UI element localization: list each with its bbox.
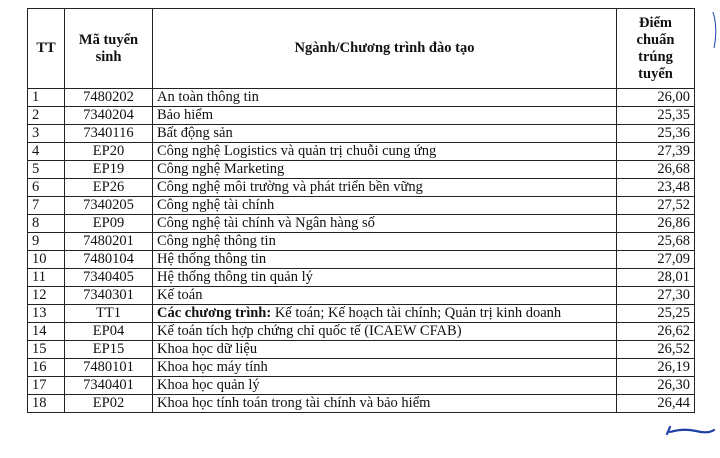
cutoff-score: 26,19 <box>617 359 695 377</box>
row-number: 1 <box>28 89 65 107</box>
row-number: 4 <box>28 143 65 161</box>
admission-code: 7340401 <box>65 377 153 395</box>
cutoff-score: 26,68 <box>617 161 695 179</box>
program-name: Bất động sản <box>153 125 617 143</box>
cutoff-score: 26,30 <box>617 377 695 395</box>
program-name: Hệ thống thông tin <box>153 251 617 269</box>
admission-code: EP19 <box>65 161 153 179</box>
table-row <box>28 269 695 287</box>
admission-code: 7480201 <box>65 233 153 251</box>
program-prefix-bold: Các chương trình: <box>157 305 272 321</box>
row-number: 14 <box>28 323 65 341</box>
header-score: Điểm chuẩn trúng tuyển <box>617 9 695 89</box>
cutoff-score: 28,01 <box>617 269 695 287</box>
admission-code: 7340205 <box>65 197 153 215</box>
admission-code: 7480104 <box>65 251 153 269</box>
table-row <box>28 287 695 305</box>
signature-mark-decoration <box>664 424 716 438</box>
table-row <box>28 161 695 179</box>
admission-code: TT1 <box>65 305 153 323</box>
cutoff-score: 27,09 <box>617 251 695 269</box>
program-name: Công nghệ tài chính và Ngân hàng số <box>153 215 617 233</box>
row-number: 9 <box>28 233 65 251</box>
program-name: Công nghệ thông tin <box>153 233 617 251</box>
cutoff-score: 25,36 <box>617 125 695 143</box>
table-row <box>28 89 695 107</box>
table-row <box>28 323 695 341</box>
program-name: Khoa học máy tính <box>153 359 617 377</box>
corner-mark-decoration <box>712 10 720 50</box>
admission-scores-table <box>27 8 695 413</box>
cutoff-score: 26,44 <box>617 395 695 413</box>
program-name: Công nghệ tài chính <box>153 197 617 215</box>
cutoff-score: 25,25 <box>617 305 695 323</box>
table-row <box>28 179 695 197</box>
cutoff-score: 27,52 <box>617 197 695 215</box>
header-code: Mã tuyển sinh <box>65 9 153 89</box>
cutoff-score: 26,62 <box>617 323 695 341</box>
program-name: Khoa học quản lý <box>153 377 617 395</box>
row-number: 15 <box>28 341 65 359</box>
cutoff-score: 23,48 <box>617 179 695 197</box>
row-number: 2 <box>28 107 65 125</box>
admission-code: 7480101 <box>65 359 153 377</box>
admission-code: 7340204 <box>65 107 153 125</box>
row-number: 10 <box>28 251 65 269</box>
header-tt: TT <box>28 9 65 89</box>
program-name: Bảo hiểm <box>153 107 617 125</box>
table-row <box>28 305 695 323</box>
table-row <box>28 197 695 215</box>
program-name: Công nghệ Logistics và quản trị chuỗi cung ứng <box>153 143 617 161</box>
table-row <box>28 107 695 125</box>
admission-code: 7340405 <box>65 269 153 287</box>
table-row <box>28 233 695 251</box>
row-number: 11 <box>28 269 65 287</box>
table-row <box>28 341 695 359</box>
cutoff-score: 27,30 <box>617 287 695 305</box>
admission-code: EP26 <box>65 179 153 197</box>
cutoff-score: 26,52 <box>617 341 695 359</box>
program-name: Công nghệ môi trường và phát triển bền vững <box>153 179 617 197</box>
table-row <box>28 125 695 143</box>
header-row <box>28 9 695 89</box>
table-row <box>28 359 695 377</box>
table-row <box>28 377 695 395</box>
program-name: Kế toán tích hợp chứng chỉ quốc tế (ICAEW CFAB) <box>153 323 617 341</box>
cutoff-score: 26,00 <box>617 89 695 107</box>
row-number: 17 <box>28 377 65 395</box>
program-name: Công nghệ Marketing <box>153 161 617 179</box>
admission-code: EP09 <box>65 215 153 233</box>
table-row <box>28 143 695 161</box>
cutoff-score: 27,39 <box>617 143 695 161</box>
admission-code: EP20 <box>65 143 153 161</box>
row-number: 12 <box>28 287 65 305</box>
row-number: 13 <box>28 305 65 323</box>
row-number: 7 <box>28 197 65 215</box>
admission-code: 7340116 <box>65 125 153 143</box>
cutoff-score: 25,68 <box>617 233 695 251</box>
program-list: Kế toán; Kế hoạch tài chính; Quản trị kinh doanh <box>271 305 562 321</box>
row-number: 8 <box>28 215 65 233</box>
admission-code: 7480202 <box>65 89 153 107</box>
admission-code: EP02 <box>65 395 153 413</box>
program-name: Khoa học dữ liệu <box>153 341 617 359</box>
program-name: Hệ thống thông tin quản lý <box>153 269 617 287</box>
program-name: An toàn thông tin <box>153 89 617 107</box>
table-row <box>28 251 695 269</box>
table-row <box>28 215 695 233</box>
program-name <box>153 305 617 323</box>
row-number: 5 <box>28 161 65 179</box>
row-number: 18 <box>28 395 65 413</box>
admission-code: 7340301 <box>65 287 153 305</box>
admission-code: EP04 <box>65 323 153 341</box>
table-row <box>28 395 695 413</box>
header-program: Ngành/Chương trình đào tạo <box>153 9 617 89</box>
row-number: 16 <box>28 359 65 377</box>
cutoff-score: 25,35 <box>617 107 695 125</box>
cutoff-score: 26,86 <box>617 215 695 233</box>
row-number: 6 <box>28 179 65 197</box>
program-name: Kế toán <box>153 287 617 305</box>
row-number: 3 <box>28 125 65 143</box>
program-name: Khoa học tính toán trong tài chính và bảo hiểm <box>153 395 617 413</box>
admission-code: EP15 <box>65 341 153 359</box>
